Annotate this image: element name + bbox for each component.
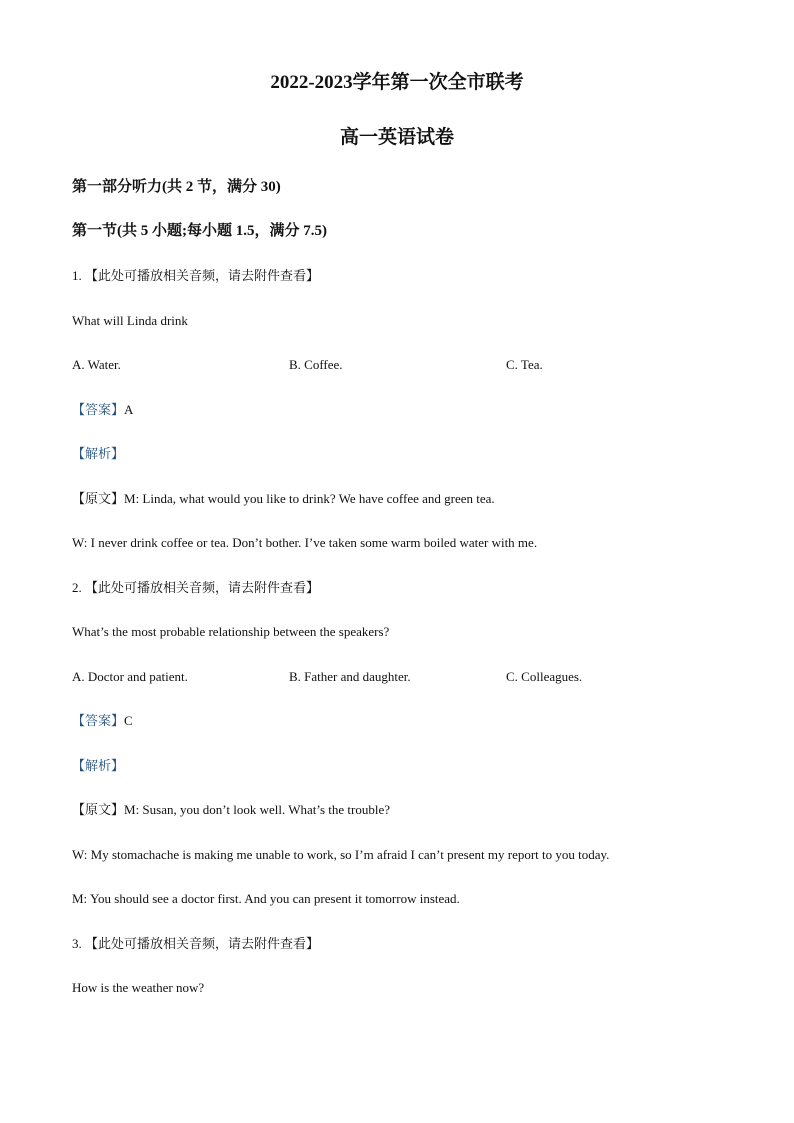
question-2-option-c: C. Colleagues.	[506, 669, 583, 684]
question-2-audio-prompt: 2. 【此处可播放相关音频，请去附件查看】	[72, 580, 320, 595]
question-1-audio-prompt: 1. 【此处可播放相关音频，请去附件查看】	[72, 268, 320, 283]
question-1-transcript-line-2: W: I never drink coffee or tea. Don’t bother. I’ve taken some warm boiled water with me.	[72, 535, 538, 550]
question-2-text: What’s the most probable relationship between the speakers?	[72, 624, 390, 639]
question-1-analysis	[72, 446, 124, 462]
transcript-text: M: Linda, what would you like to drink? We have coffee and green tea.	[124, 491, 495, 506]
question-1-answer-value: A	[124, 402, 134, 417]
answer-tag: 【答案】	[72, 402, 125, 417]
question-1-option-a: A. Water.	[72, 357, 121, 372]
transcript-text: M: Susan, you don’t look well. What’s the trouble?	[124, 802, 391, 817]
original-tag: 【原文】	[72, 491, 125, 506]
question-1-option-c: C. Tea.	[506, 357, 543, 372]
question-3-audio-prompt: 3. 【此处可播放相关音频，请去附件查看】	[72, 936, 320, 951]
question-1-text: What will Linda drink	[72, 313, 188, 328]
question-2-transcript-line-2: W: My stomachache is making me unable to work, so I’m afraid I can’t present my report to you today.	[72, 847, 610, 862]
question-2-answer-value: C	[124, 713, 133, 728]
question-2-answer	[72, 713, 133, 729]
question-3-text: How is the weather now?	[72, 980, 205, 995]
exam-title: 2022-2023学年第一次全市联考	[270, 72, 524, 93]
question-2-option-a: A. Doctor and patient.	[72, 669, 188, 684]
question-2-option-b: B. Father and daughter.	[289, 669, 411, 684]
question-2-transcript-line-1	[72, 802, 390, 818]
section-heading: 第一节(共 5 小题;每小题 1.5，满分 7.5)	[72, 223, 327, 239]
answer-tag: 【答案】	[72, 713, 125, 728]
exam-subtitle: 高一英语试卷	[339, 127, 454, 148]
original-tag: 【原文】	[72, 802, 125, 817]
question-2-transcript-line-3: M: You should see a doctor first. And you can present it tomorrow instead.	[72, 891, 460, 906]
part-heading: 第一部分听力(共 2 节，满分 30)	[72, 179, 281, 195]
question-2-analysis	[72, 758, 124, 774]
question-1-transcript-line-1	[72, 491, 495, 507]
question-1-answer	[72, 402, 133, 418]
analysis-tag: 【解析】	[72, 758, 125, 773]
question-1-option-b: B. Coffee.	[289, 357, 343, 372]
analysis-tag: 【解析】	[72, 446, 125, 461]
